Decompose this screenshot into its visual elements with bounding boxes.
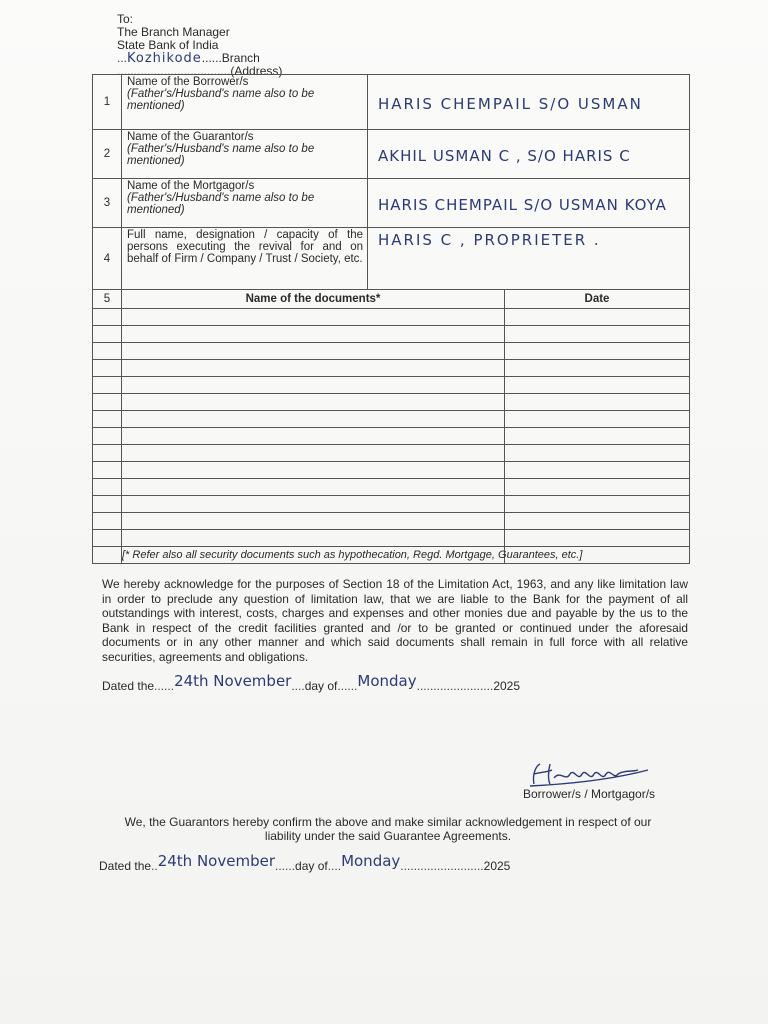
document-row-number	[93, 513, 122, 530]
document-row[interactable]	[93, 513, 690, 530]
document-row-number	[93, 496, 122, 513]
document-row-number	[93, 326, 122, 343]
document-name-cell[interactable]	[122, 360, 505, 377]
guarantor-day-handwritten[interactable]: Monday	[341, 852, 401, 870]
document-row[interactable]	[93, 411, 690, 428]
to-label: To:	[117, 12, 134, 26]
details-table	[92, 74, 690, 564]
document-row[interactable]	[93, 394, 690, 411]
branch-name-handwritten: Kozhikode	[127, 51, 202, 66]
address-line: ..................................(Address)	[117, 64, 283, 78]
document-name-cell[interactable]	[122, 326, 505, 343]
document-date-cell[interactable]	[505, 530, 690, 547]
document-row[interactable]	[93, 530, 690, 547]
document-date-cell[interactable]	[505, 377, 690, 394]
document-name-cell[interactable]	[122, 479, 505, 496]
document-row[interactable]	[93, 445, 690, 462]
documents-name-header: Name of the documents*	[122, 290, 505, 309]
documents-header-row	[93, 290, 690, 309]
document-row-number	[93, 547, 122, 564]
guarantor-name-field[interactable]: AKHIL USMAN C , S/O HARIS C	[368, 130, 690, 179]
document-row-number	[93, 428, 122, 445]
borrower-name-field[interactable]: HARIS CHEMPAIL S/O USMAN	[368, 75, 690, 130]
document-name-cell[interactable]	[122, 377, 505, 394]
document-row[interactable]	[93, 360, 690, 377]
document-row-number	[93, 394, 122, 411]
document-date-cell[interactable]	[505, 462, 690, 479]
branch-line: ...Kozhikode......Branch	[117, 51, 260, 66]
document-name-cell[interactable]	[122, 428, 505, 445]
document-date-cell[interactable]	[505, 326, 690, 343]
guarantor-paragraph: We, the Guarantors hereby confirm the above and make similar acknowledgement in respect of our liability under the said Guarantee Agreements.	[124, 815, 652, 843]
document-row[interactable]	[93, 462, 690, 479]
document-row-number	[93, 309, 122, 326]
document-name-cell[interactable]	[122, 394, 505, 411]
document-row[interactable]	[93, 326, 690, 343]
document-row[interactable]	[93, 479, 690, 496]
document-date-cell[interactable]	[505, 496, 690, 513]
document-name-cell[interactable]	[122, 309, 505, 326]
document-row[interactable]	[93, 496, 690, 513]
document-date-cell[interactable]	[505, 479, 690, 496]
document-name-cell[interactable]	[122, 343, 505, 360]
document-date-cell[interactable]	[505, 428, 690, 445]
document-date-cell[interactable]	[505, 411, 690, 428]
document-row[interactable]	[93, 428, 690, 445]
row-label: Name of the Borrower/s (Father's/Husband's name also to be mentioned)	[122, 75, 368, 130]
mortgagor-name-field[interactable]: HARIS CHEMPAIL S/O USMAN KOYA	[368, 179, 690, 228]
document-name-cell[interactable]	[122, 445, 505, 462]
addressee-block	[117, 13, 282, 78]
signature-label: Borrower/s / Mortgagor/s	[523, 787, 656, 801]
executor-name-field[interactable]: HARIS C , PROPRIETER .	[368, 228, 690, 290]
table-row	[93, 228, 690, 290]
document-name-cell[interactable]	[122, 530, 505, 547]
document-row-number	[93, 530, 122, 547]
document-date-cell[interactable]	[505, 513, 690, 530]
row-number: 3	[93, 179, 122, 228]
document-name-cell[interactable]	[122, 513, 505, 530]
document-name-cell[interactable]	[122, 496, 505, 513]
document-row-number	[93, 343, 122, 360]
table-row	[93, 179, 690, 228]
row-label: Full name, designation / capacity of the persons executing the revival for and on behalf of Firm / Company / Trust / Society, etc.	[122, 228, 368, 290]
row-number: 5	[93, 290, 122, 309]
document-row-number	[93, 462, 122, 479]
row-number: 1	[93, 75, 122, 130]
row-number: 4	[93, 228, 122, 290]
document-row-number	[93, 445, 122, 462]
document-row-number	[93, 411, 122, 428]
documents-date-header: Date	[505, 290, 690, 309]
document-row-number	[93, 479, 122, 496]
bank-label: State Bank of India	[117, 38, 219, 52]
table-row	[93, 75, 690, 130]
manager-label: The Branch Manager	[117, 25, 230, 39]
documents-list	[93, 309, 690, 564]
borrower-day-handwritten[interactable]: Monday	[357, 672, 417, 690]
document-row[interactable]	[93, 309, 690, 326]
row-number: 2	[93, 130, 122, 179]
document-name-cell[interactable]	[122, 411, 505, 428]
document-date-cell[interactable]	[505, 445, 690, 462]
document-row-number	[93, 360, 122, 377]
document-date-cell[interactable]	[505, 360, 690, 377]
document-date-cell[interactable]	[505, 309, 690, 326]
guarantor-date-handwritten[interactable]: 24th November	[157, 852, 275, 870]
row-label: Name of the Guarantor/s (Father's/Husband's name also to be mentioned)	[122, 130, 368, 179]
document-date-cell[interactable]	[505, 394, 690, 411]
table-footnote: [* Refer also all security documents such as hypothecation, Regd. Mortgage, Guarantees, etc.]	[122, 549, 583, 561]
row-label: Name of the Mortgagor/s (Father's/Husband's name also to be mentioned)	[122, 179, 368, 228]
borrower-date-handwritten[interactable]: 24th November	[174, 672, 292, 690]
acknowledgement-paragraph: We hereby acknowledge for the purposes of Section 18 of the Limitation Act, 1963, and any like limitation law in order to preclude any question of limitation law, that we are liable to the Bank for the payment of all outstandings with interest, costs, charges and expenses and other monies due and payable by the us to the Bank in respect of the credit facilities granted and /or to be granted or continued under the aforesaid documents or in any other manner and which said documents shall remain in full force with all relative securities, agreements and obligations.	[102, 577, 688, 664]
borrower-signature	[520, 758, 670, 790]
document-row[interactable]	[93, 343, 690, 360]
document-date-cell[interactable]	[505, 343, 690, 360]
document-row-number	[93, 377, 122, 394]
borrower-dated-line: Dated the......24th November....day of......Monday.......................2025	[102, 672, 521, 693]
document-row[interactable]	[93, 377, 690, 394]
table-row	[93, 130, 690, 179]
guarantor-dated-line: Dated the..24th November......day of....Monday.........................2025	[99, 852, 511, 873]
document-name-cell[interactable]	[122, 462, 505, 479]
